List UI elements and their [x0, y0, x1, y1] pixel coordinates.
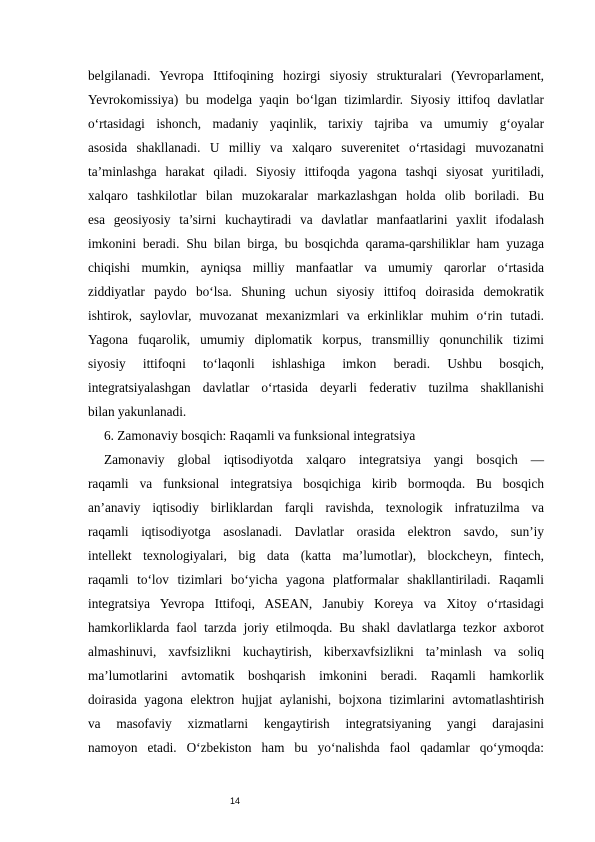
text-line: ishtirok, saylovlar, muvozanat mexanizmlari va erkinliklar muhim o‘rin tutadi. — [88, 308, 544, 323]
text-line: o‘rtasidagi ishonch, madaniy yaqinlik, tarixiy tajriba va umumiy g‘oyalar — [88, 116, 544, 131]
text-line: raqamli va funksional integratsiya bosqichiga kirib bormoqda. Bu bosqich — [88, 476, 544, 491]
text-line: imkonini beradi. Shu bilan birga, bu bosqichda qarama-qarshiliklar ham yuzaga — [88, 236, 544, 251]
document-body — [88, 64, 544, 760]
text-line: va masofaviy xizmatlarni kengaytirish integratsiyaning yangi darajasini — [88, 716, 544, 731]
text-line: belgilanadi. Yevropa Ittifoqining hozirgi siyosiy strukturalari (Yevroparlament, — [88, 68, 544, 83]
text-line: Yevrokomissiya) bu modelga yaqin bo‘lgan tizimlardir. Siyosiy ittifoq davlatlar — [88, 92, 544, 107]
text-line: intellekt texnologiyalari, big data (katta ma’lumotlar), blockcheyn, fintech, — [88, 548, 544, 563]
text-line: bilan yakunlanadi. — [88, 404, 187, 419]
text-line: ta’minlashga harakat qiladi. Siyosiy ittifoqda yagona tashqi siyosat yuritiladi, — [88, 164, 544, 179]
text-line: Yagona fuqarolik, umumiy diplomatik korpus, transmilliy qonunchilik tizimi — [88, 332, 544, 347]
text-line: doirasida yagona elektron hujjat aylanishi, bojxona tizimlarini avtomatlashtirish — [88, 692, 544, 707]
text-line: siyosiy ittifoqni to‘laqonli ishlashiga imkon beradi. Ushbu bosqich, — [88, 356, 544, 371]
text-line: an’anaviy iqtisodiy birliklardan farqli ravishda, texnologik infratuzilma va — [88, 500, 544, 515]
text-line: almashinuvi, xavfsizlikni kuchaytirish, kiberxavfsizlikni ta’minlash va soliq — [88, 644, 544, 659]
text-line: raqamli to‘lov tizimlari bo‘yicha yagona platformalar shakllantiriladi. Raqamli — [88, 572, 544, 587]
text-line: raqamli iqtisodiyotga asoslanadi. Davlatlar orasida elektron savdo, sun’iy — [88, 524, 544, 539]
text-line: namoyon etadi. O‘zbekiston ham bu yo‘nalishda faol qadamlar qo‘ymoqda: — [88, 740, 544, 755]
text-line: Zamonaviy global iqtisodiyotda xalqaro integratsiya yangi bosqich — — [104, 452, 544, 467]
text-line: chiqishi mumkin, ayniqsa milliy manfaatlar va umumiy qarorlar o‘rtasida — [88, 260, 544, 275]
text-line: esa geosiyosiy ta’sirni kuchaytiradi va davlatlar manfaatlarini yaxlit ifodalash — [88, 212, 544, 227]
text-line: asosida shakllanadi. U milliy va xalqaro suverenitet o‘rtasidagi muvozanatni — [88, 140, 544, 155]
section-heading: 6. Zamonaviy bosqich: Raqamli va funksional integratsiya — [104, 428, 416, 443]
text-line: ziddiyatlar paydo bo‘lsa. Shuning uchun siyosiy ittifoq doirasida demokratik — [88, 284, 544, 299]
text-line: ma’lumotlarini avtomatik boshqarish imkonini beradi. Raqamli hamkorlik — [88, 668, 544, 683]
text-line: integratsiyalashgan davlatlar o‘rtasida deyarli federativ tuzilma shakllanishi — [88, 380, 544, 395]
page-number: 14 — [230, 796, 241, 806]
text-line: xalqaro tashkilotlar bilan muzokaralar markazlashgan holda olib boriladi. Bu — [88, 188, 544, 203]
text-line: hamkorliklarda faol tarzda joriy etilmoqda. Bu shakl davlatlarga tezkor axborot — [88, 620, 544, 635]
text-line: integratsiya Yevropa Ittifoqi, ASEAN, Janubiy Koreya va Xitoy o‘rtasidagi — [88, 596, 544, 611]
